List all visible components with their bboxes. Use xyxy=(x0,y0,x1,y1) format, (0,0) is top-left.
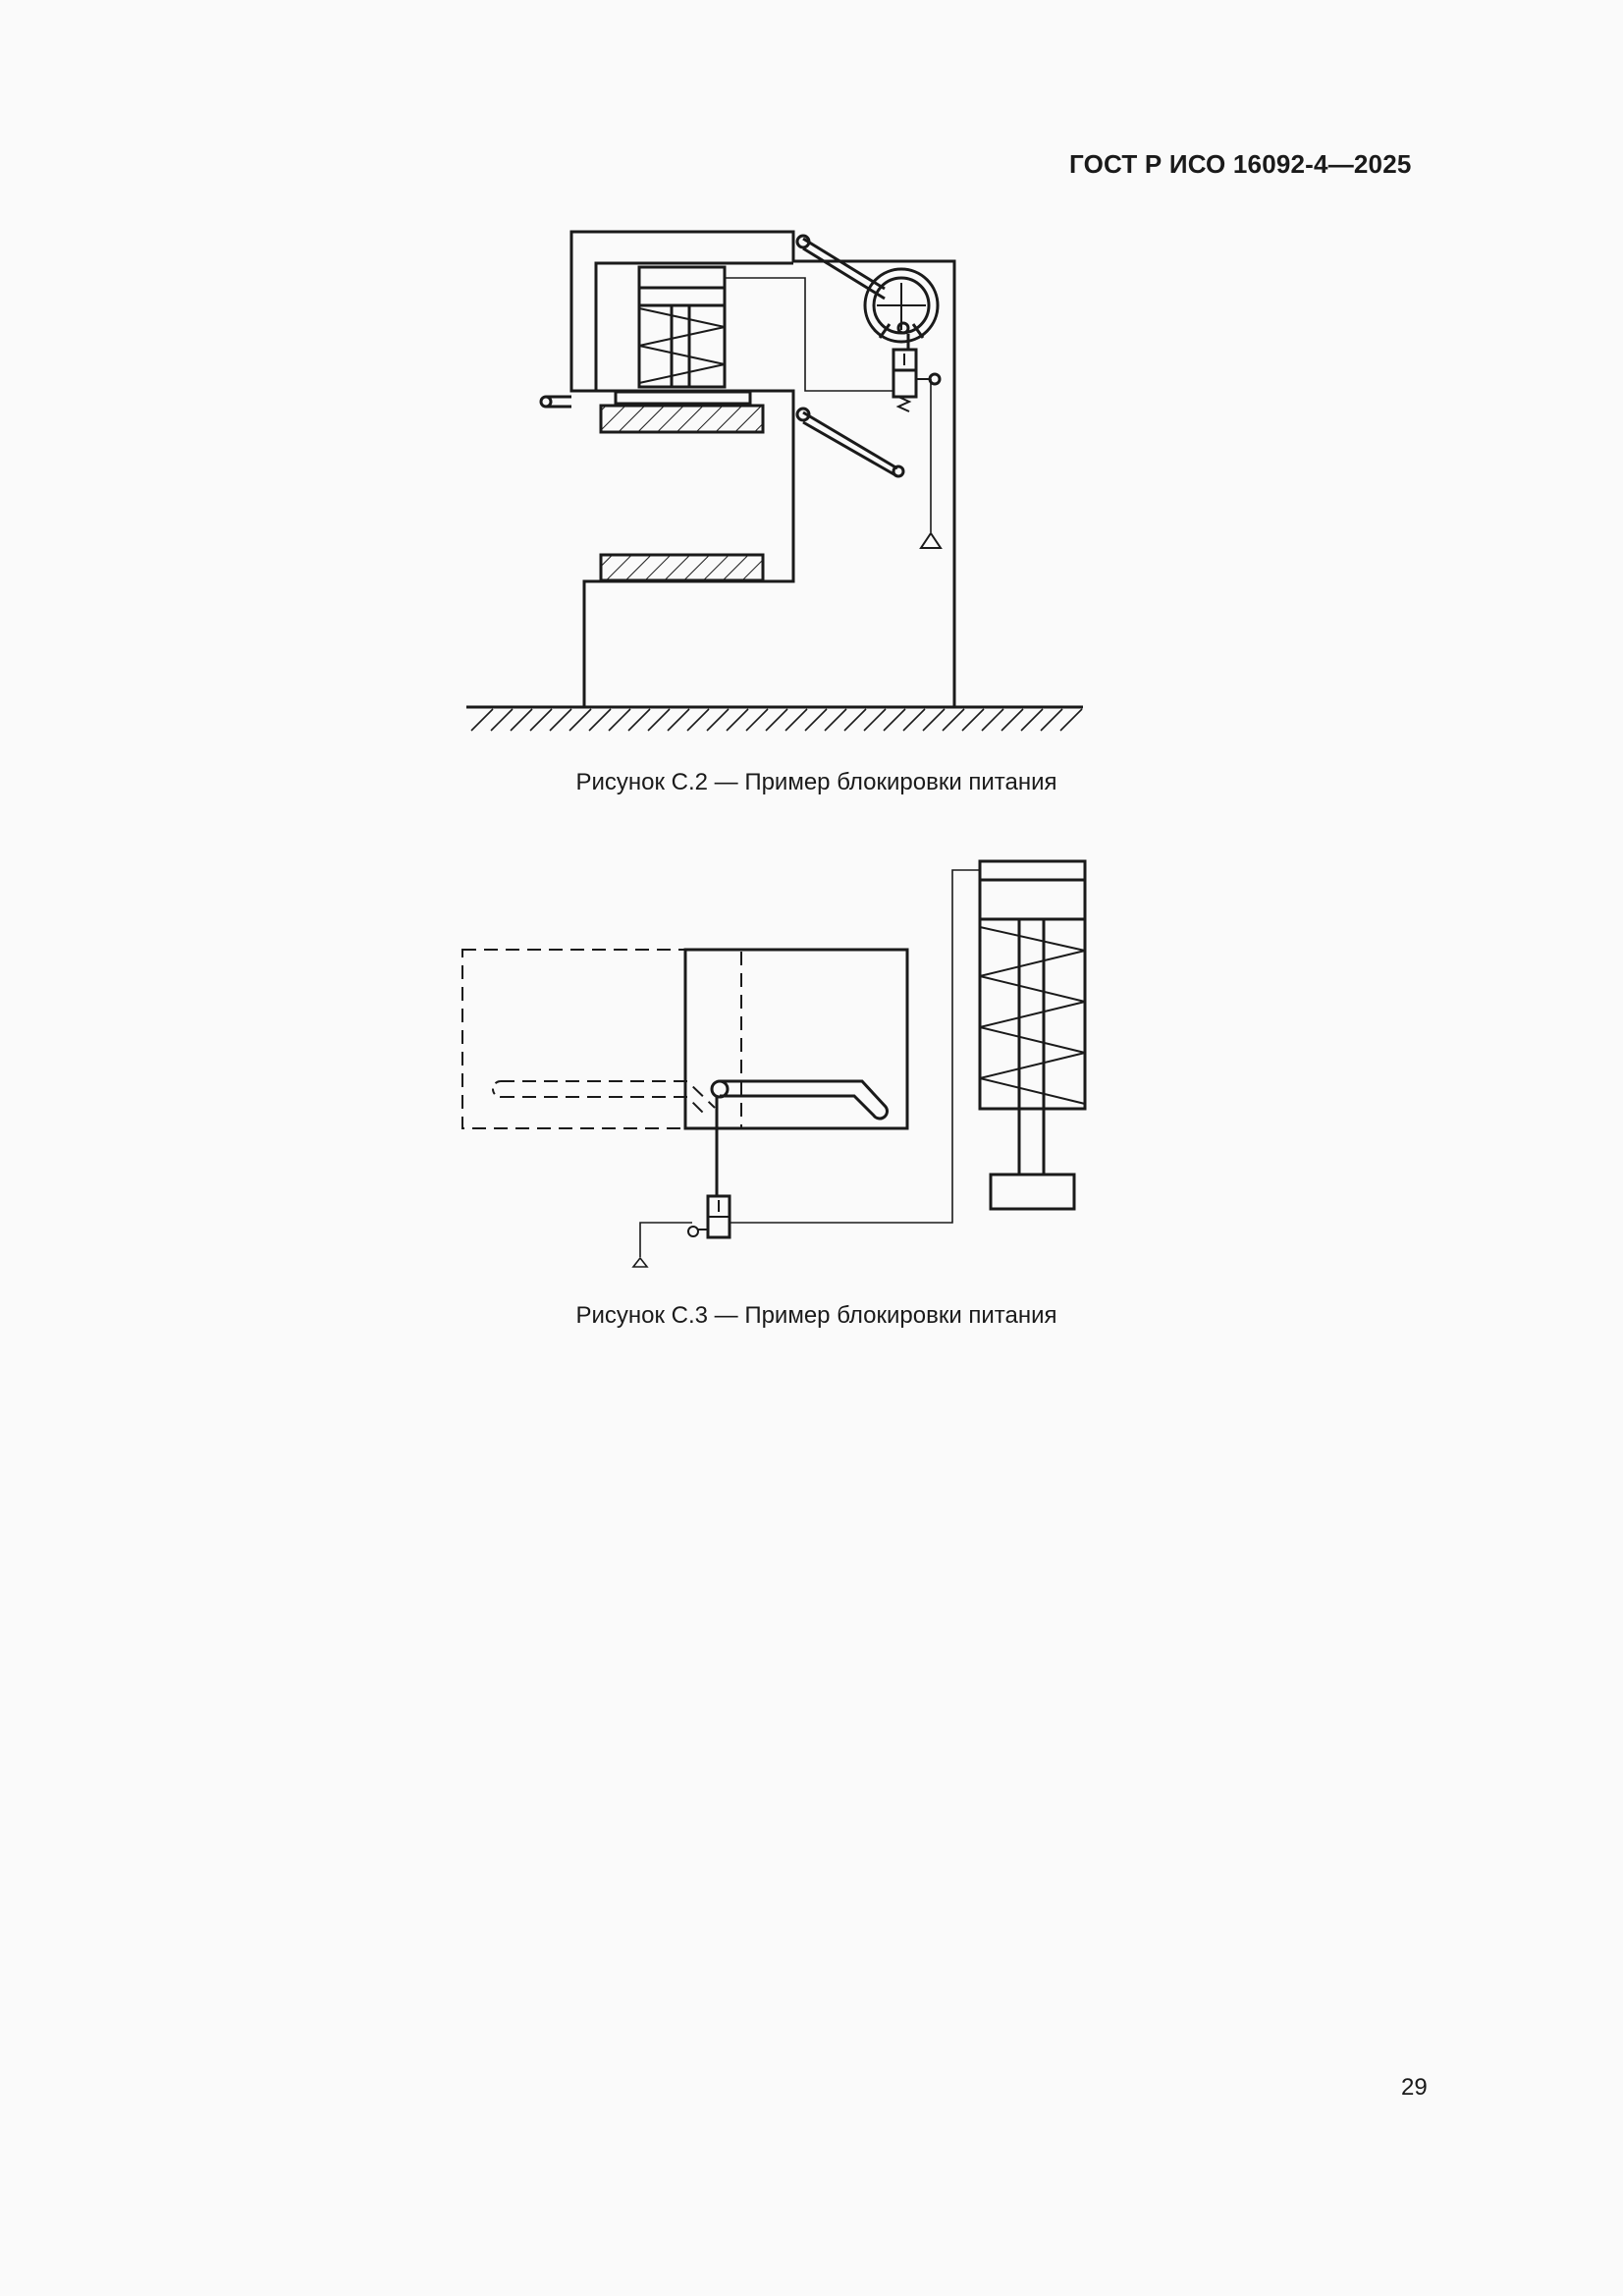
figure-c2-caption: Рисунок C.2 — Пример блокировки питания xyxy=(575,769,1057,795)
page-number: 29 xyxy=(1401,2074,1428,2101)
document-code-header: ГОСТ Р ИСО 16092-4—2025 xyxy=(1069,149,1412,179)
figure-c3-caption: Рисунок C.3 — Пример блокировки питания xyxy=(575,1302,1057,1329)
